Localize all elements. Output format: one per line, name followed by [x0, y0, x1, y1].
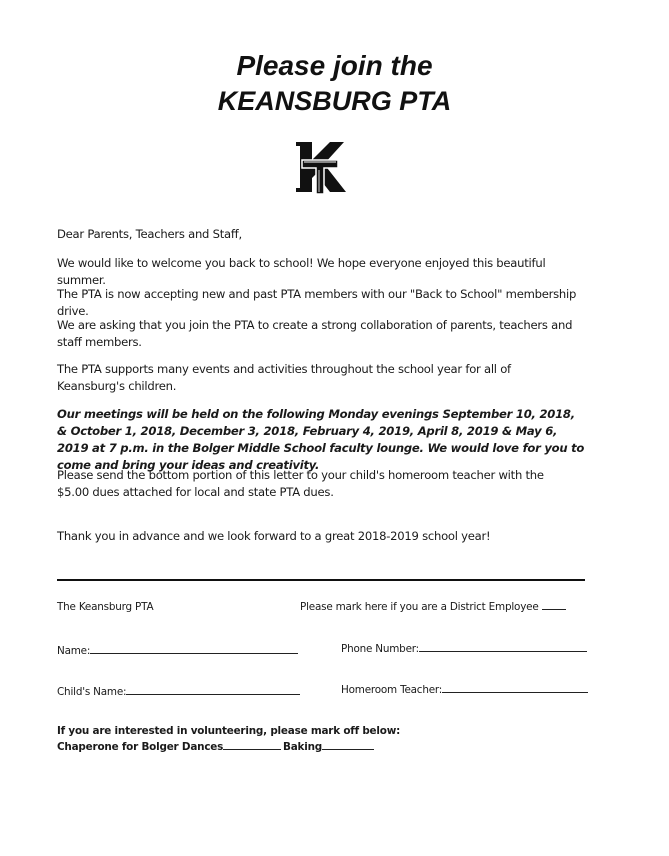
heading-line-1: Please join the — [236, 50, 433, 81]
phone-row — [341, 641, 587, 655]
name-label: Name: — [57, 645, 91, 657]
district-employee-blank[interactable] — [542, 599, 566, 610]
baking-row — [283, 739, 374, 753]
chaperone-blank[interactable] — [223, 739, 281, 750]
paragraph-send-dues: Please send the bottom portion of this letter to your child's homeroom teacher with the $5.00 dues attached for local and state PTA dues. — [57, 468, 544, 499]
cut-line — [57, 579, 585, 581]
district-employee-row — [300, 599, 566, 613]
heading-line-2: KEANSBURG PTA — [217, 86, 452, 116]
homeroom-label: Homeroom Teacher: — [341, 684, 443, 696]
keansburg-kt-monogram-icon — [292, 138, 348, 196]
chaperone-row — [57, 739, 281, 753]
paragraph-supports: The PTA supports many events and activities throughout the school year for all of Keansburg's children. — [57, 362, 511, 393]
form-organization: The Keansburg PTA — [57, 601, 154, 613]
baking-label: Baking — [283, 741, 323, 753]
homeroom-row — [341, 682, 588, 696]
homeroom-field[interactable] — [442, 682, 588, 693]
paragraph-join: We are asking that you join the PTA to create a strong collaboration of parents, teachers and staff members. — [57, 318, 573, 349]
name-field[interactable] — [90, 643, 298, 654]
paragraph-welcome: We would like to welcome you back to school! We hope everyone enjoyed this beautiful summer. — [57, 256, 546, 287]
volunteer-intro: If you are interested in volunteering, please mark off below: — [57, 725, 401, 737]
paragraph-thank-you: Thank you in advance and we look forward to a great 2018-2019 school year! — [57, 529, 491, 543]
paragraph-membership-drive: The PTA is now accepting new and past PTA members with our "Back to School" membership drive. — [57, 287, 577, 318]
salutation: Dear Parents, Teachers and Staff, — [57, 227, 242, 241]
phone-label: Phone Number: — [341, 643, 419, 655]
child-name-row — [57, 684, 300, 698]
baking-blank[interactable] — [322, 739, 374, 750]
child-name-label: Child's Name: — [57, 686, 127, 698]
chaperone-label: Chaperone for Bolger Dances — [57, 741, 224, 753]
name-row — [57, 643, 298, 657]
child-name-field[interactable] — [126, 684, 300, 695]
paragraph-meetings: Our meetings will be held on the following Monday evenings September 10, 2018, & October 1, 2018, December 3, 2018, February 4, 2019, April 8, 2019 & May 6, 2019 at 7 p.m. in the Bolger Middle School faculty lounge. We would love for you to come and bring your ideas and creativity. — [57, 407, 585, 472]
district-employee-label: Please mark here if you are a District Employee — [300, 601, 539, 613]
phone-field[interactable] — [419, 641, 587, 652]
